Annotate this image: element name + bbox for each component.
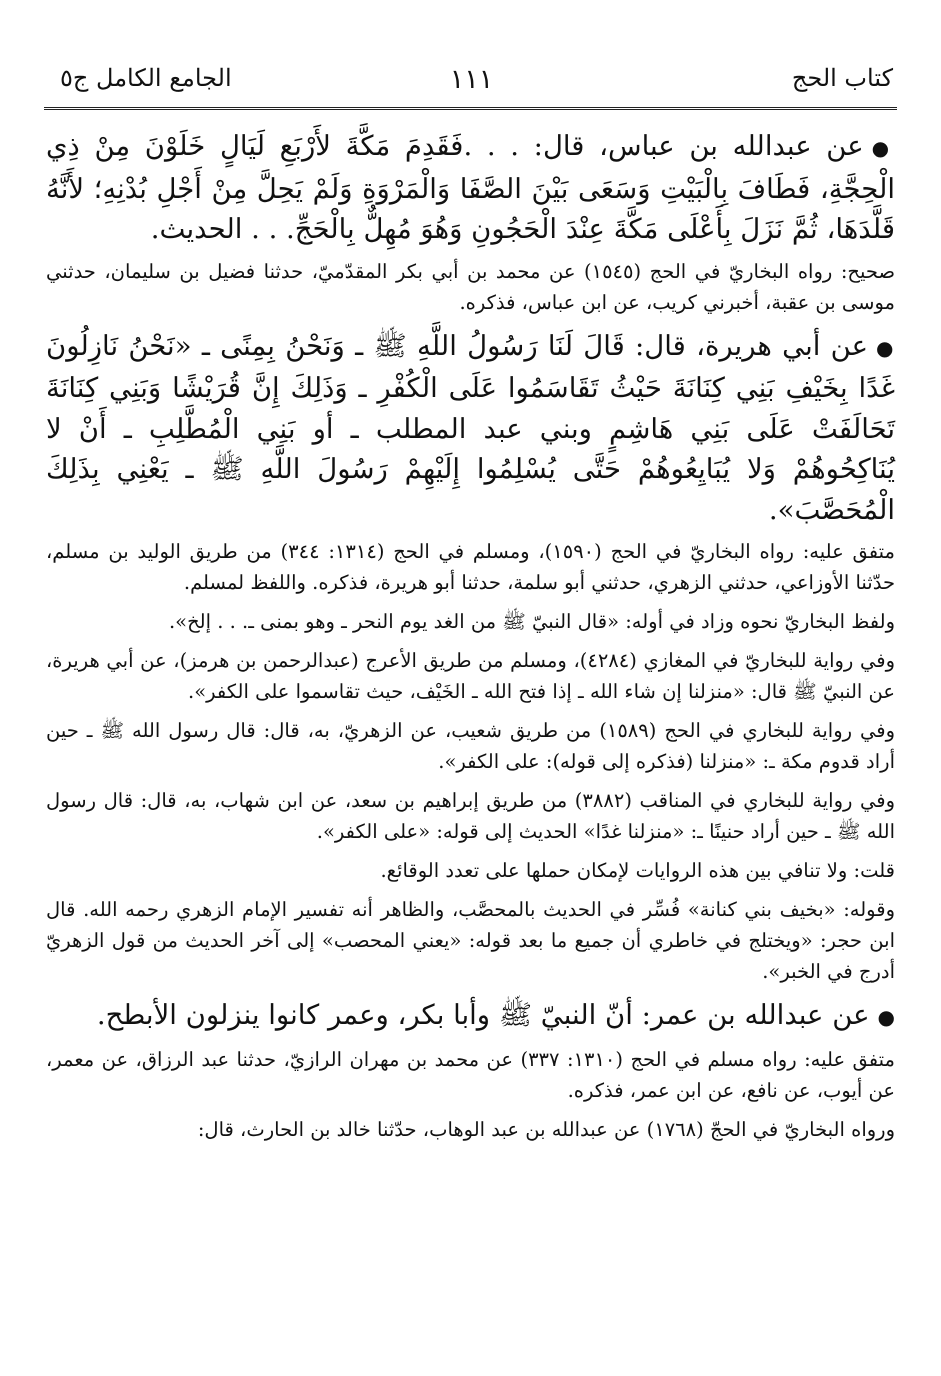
takhrij-note: ولفظ البخاريّ نحوه وزاد في أوله: «قال النبيّ ﷺ من الغد يوم النحر ـ وهو بمنى ـ. . . إلخ». <box>168 610 895 633</box>
takhrij-note: وفي رواية للبخاري في الحج (١٥٨٩) من طريق شعيب، عن الزهريّ، به، قال: قال رسول الله ﷺ ـ حين أراد قدوم مكة ـ: «منزلنا (فذكره إلى قوله): على الكفر». <box>46 719 895 773</box>
collection-volume: الجامع الكامل ج٥ <box>60 64 232 92</box>
header-rule <box>44 107 897 110</box>
hadith-text: عن عبدالله بن عمر: أنّ النبيّ ﷺ وأبا بكر، وعمر كانوا ينزلون الأبطح. <box>96 999 870 1031</box>
author-comment: قلت: ولا تنافي بين هذه الروايات لإمكان حملها على تعدد الوقائع. <box>380 859 895 882</box>
takhrij-note: متفق عليه: رواه مسلم في الحج (١٣١٠: ٣٣٧) عن محمد بن مهران الرازيّ، حدثنا عبد الرزاق، عن معمر، عن أيوب، عن نافع، عن ابن عمر، فذكره. <box>46 1047 895 1102</box>
page-body <box>46 126 895 1151</box>
takhrij-note: ورواه البخاريّ في الحجّ (١٧٦٨) عن عبدالله بن عبد الوهاب، حدّثنا خالد بن الحارث، قال: <box>197 1117 895 1141</box>
page-number: ١١١ <box>449 64 494 95</box>
takhrij-note: متفق عليه: رواه البخاريّ في الحج (١٥٩٠)، ومسلم في الحج (١٣١٤: ٣٤٤) من طريق الوليد بن مسلم، حدّثنا الأوزاعي، حدثني الزهري، حدثني أبو سلمة، حدثنا أبو هريرة، فذكره. واللفظ لمسلم. <box>46 540 895 594</box>
takhrij-note: وفي رواية للبخاريّ في المغازي (٤٢٨٤)، ومسلم من طريق الأعرج (عبدالرحمن بن هرمز)، عن أبي هريرة، عن النبيّ ﷺ قال: «منزلنا إن شاء الله ـ إذا فتح الله ـ الخَيْف، حيث تقاسموا على الكفر». <box>46 649 895 703</box>
hadith-paragraph <box>46 995 895 1038</box>
hadith-paragraph <box>46 126 895 250</box>
takhrij-note: وفي رواية للبخاري في المناقب (٣٨٨٢) من طريق إبراهيم بن سعد، عن ابن شهاب، به، قال: قال رسول الله ﷺ ـ حين أراد حنينًا ـ: «منزلنا غدًا» الحديث إلى قوله: «على الكفر». <box>46 789 896 843</box>
hadith-paragraph <box>46 326 895 531</box>
book-title: كتاب الحج <box>791 64 893 92</box>
bullet-icon: ● <box>877 1005 895 1029</box>
bullet-icon: ● <box>871 136 896 160</box>
bullet-icon: ● <box>876 335 895 360</box>
hadith-text: عن أبي هريرة، قال: قَالَ لَنَا رَسُولُ اللَّهِ ﷺ ـ وَنَحْنُ بِمِنًى ـ «نَحْنُ نَازِلُونَ غَدًا بِخَيْفِ بَنِي كِنَانَةَ حَيْثُ تَقَاسَمُوا عَلَى الْكُفْرِ ـ وَذَلِكَ إِنَّ قُرَيْشًا وَبَنِي كِنَانَةَ تَحَالَفَتْ عَلَى بَنِي هَاشِمٍ وبني عبد المطلب ـ أو بَنِي الْمُطَّلِبِ ـ أَنْ لا يُنَاكِحُوهُمْ وَلا يُبَايِعُوهُمْ حَتَّى يُسْلِمُوا إِلَيْهِمْ رَسُولَ اللَّهِ ﷺ ـ يَعْنِي بِذَلِكَ الْمُحَصَّبَ». <box>46 329 895 526</box>
running-header <box>46 60 897 106</box>
takhrij-note: صحيح: رواه البخاريّ في الحج (١٥٤٥) عن محمد بن أبي بكر المقدّميّ، حدثنا فضيل بن سليمان، حدثني موسى بن عقبة، أخبرني كريب، عن ابن عباس، فذكره. <box>46 259 896 314</box>
author-comment: وقوله: «بخيف بني كنانة» فُسِّر في الحديث بالمحصَّب، والظاهر أنه تفسير الإمام الزهري رحمه الله. قال ابن حجر: «ويختلج في خاطري أن جميع ما بعد قوله: «يعني المحصب» إلى آخر الحديث من قول الزهريّ أدرج في الخبر». <box>46 898 895 983</box>
hadith-text: عن عبدالله بن عباس، قال: . . .فَقَدِمَ مَكَّةَ لأَرْبَعِ لَيَالٍ خَلَوْنَ مِنْ ذِي الْحِجَّةِ، فَطَافَ بِالْبَيْتِ وَسَعَى بَيْنَ الصَّفَا وَالْمَرْوَةِ وَلَمْ يَحِلَّ مِنْ أَجْلِ بُدْنِهِ؛ لأَنَّهُ قَلَّدَهَا، ثُمَّ نَزَلَ بِأَعْلَى مَكَّةَ عِنْدَ الْحَجُونِ وَهُوَ مُهِلٌّ بِالْحَجِّ. . . الحديث. <box>46 130 895 245</box>
